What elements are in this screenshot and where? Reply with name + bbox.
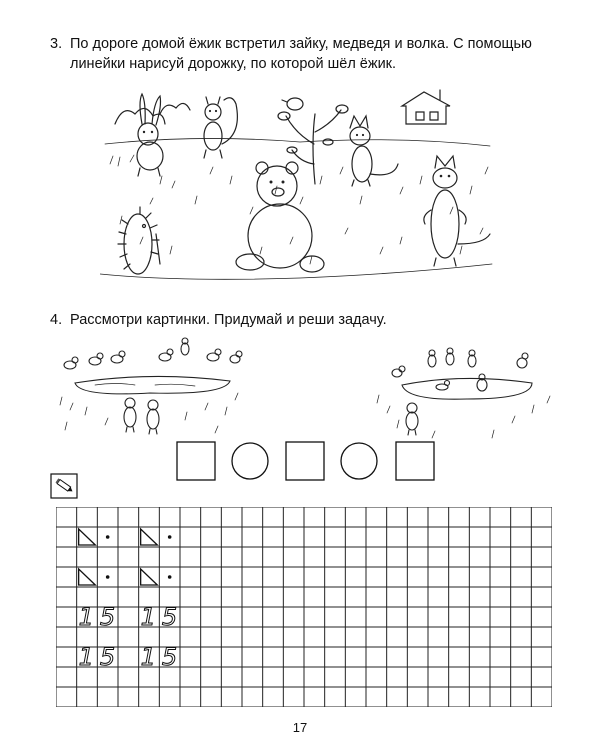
sample-number-15: 15 xyxy=(78,603,122,631)
sample-triangle xyxy=(79,529,96,545)
answer-circle-2[interactable] xyxy=(341,443,377,479)
task-3-text-line-2: линейки нарисуй дорожку, по которой шёл ёжик. xyxy=(70,56,397,72)
task-4-number: 4. xyxy=(50,312,63,328)
sample-dot xyxy=(168,575,172,579)
sample-dot xyxy=(106,535,110,539)
task-3-number: 3. xyxy=(50,36,63,52)
sample-number-15: 15 xyxy=(140,603,184,631)
answer-circle-1[interactable] xyxy=(232,443,268,479)
forest-animals-illustration xyxy=(100,84,495,284)
task-3-text-line-1: По дороге домой ёжик встретил зайку, медведя и волка. С помощью xyxy=(70,36,532,52)
task-3 xyxy=(50,34,570,74)
task-4-text: Рассмотри картинки. Придумай и реши задачу. xyxy=(70,312,387,328)
sample-dot xyxy=(106,575,110,579)
sample-triangle xyxy=(79,569,96,585)
sample-triangle xyxy=(141,569,158,585)
copybook-grid[interactable] xyxy=(56,507,552,707)
answer-square-1[interactable] xyxy=(177,442,215,480)
sample-dot xyxy=(168,535,172,539)
equation-answer-boxes xyxy=(176,440,436,482)
sample-triangle xyxy=(141,529,158,545)
right-pond-ducks-illustration xyxy=(372,343,557,448)
sample-number-15: 15 xyxy=(78,643,122,671)
left-pond-ducks-illustration xyxy=(55,335,245,445)
answer-square-2[interactable] xyxy=(286,442,324,480)
task-4 xyxy=(50,310,387,330)
pencil-icon xyxy=(50,473,78,499)
page-number: 17 xyxy=(292,720,308,735)
answer-square-3[interactable] xyxy=(396,442,434,480)
sample-number-15: 15 xyxy=(140,643,184,671)
